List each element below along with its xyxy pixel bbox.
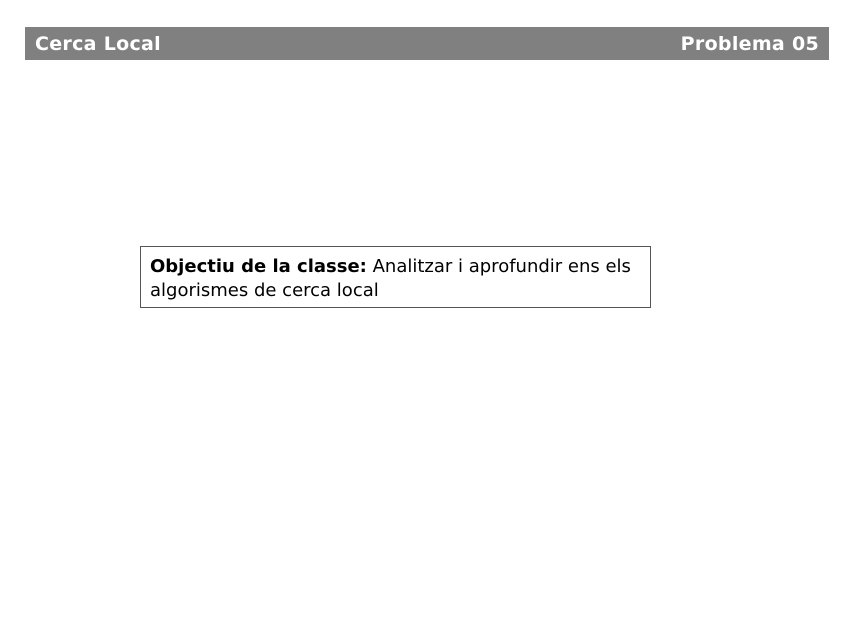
objective-text: Analitzar i aprofundir ens els algorismes de cerca local xyxy=(150,256,631,301)
objective-box xyxy=(140,246,651,308)
header-title-right: Problema 05 xyxy=(680,32,819,55)
header-bar xyxy=(25,27,829,60)
header-title-left: Cerca Local xyxy=(35,32,161,55)
objective-label: Objectiu de la classe: xyxy=(150,256,367,277)
